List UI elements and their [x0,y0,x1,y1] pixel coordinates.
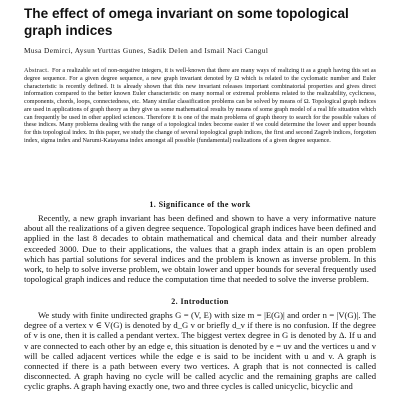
section-paragraph-introduction [24,310,376,392]
section-heading-significance: 1. Significance of the work [149,200,251,209]
author-list: Musa Demirci, Aysun Yurttas Gunes, Sadik Delen and Ismail Naci Cangul [24,46,269,55]
paper-title: The effect of omega invariant on some topological graph indices [24,6,349,38]
paragraph-text: We study with finite undirected graphs G = (V, E) with size m = |E(G)| and order n = |V(G)|. The degree of a vertex v ∈ V(G) is denoted by d_G v or briefly d_v if there is no confusion. If the degree of v is one, then it is called a pendant vertex. The biggest vertex degree in G is denoted by Δ. If u and v are connected to each other by an edge e, this situation is denoted by e = uv and the vertices u and v will be called adjacent vertices while the edge e is said to be incident with u and v. A graph is connected if there is a path between every two vertices. A graph that is not connected is called disconnected. A graph having no cycle will be called acyclic and the remaining graphs are called cyclic graphs. A graph having exactly one, two and three cycles is called unicyclic, bicyclic and [24,310,376,392]
abstract-text: For a realizable set of non-negative integers, it is well-known that there are many ways of realizing it as a graph having this set as degree sequence. For a given degree sequence, a new graph invariant denoted by Ω which is related to the cyclomatic number and Euler characteristic is recently defined. It is already shown that this new invariant releases important combinatorial properties and gives direct information compared to the better known Euler characteristic on many normal or extremal problems related to the realizability, cyclicness, components, chords, loops, connectedness, etc. Many similar classification problems can be solved by means of Ω. Topological graph indices are used in applications of graph theory as they give us some mathematical results by means of some graph model of a real life situation which can frequently be used in other applied sciences. Therefore it is one of the main problems of graph theory to search for the possible values of these indices. Many problems dealing with the range of a topological index become easier if we could determine the lower and upper bounds for this topological index. In this paper, we study the change of several topological graph indices, the first and second Zagreb indices, forgotten index, sigma index and Narumi-Katayama index amongst all possible (fundamental) realizations of a given degree sequence. [24,68,376,144]
abstract-label: Abstract. [24,68,50,74]
section-paragraph-significance [24,213,376,284]
abstract [24,68,376,146]
paragraph-text: Recently, a new graph invariant has been defined and shown to have a very informative nature about all the realizations of a given degree sequence. Topological graph indices have been defined and applied in the last 8 decades to obtain mathematical and chemical data and their number already exceeded 3000. Due to their applications, the values that a graph index attain is an open problem which has partial solutions for several indices and the problem is known as inverse problem. In this work, to help to solve inverse problem, we obtain lower and upper bounds for several frequently used topological graph indices and reduce the computation time that needed to solve the inverse problem. [24,213,376,285]
section-heading-introduction: 2. Introduction [171,297,229,306]
